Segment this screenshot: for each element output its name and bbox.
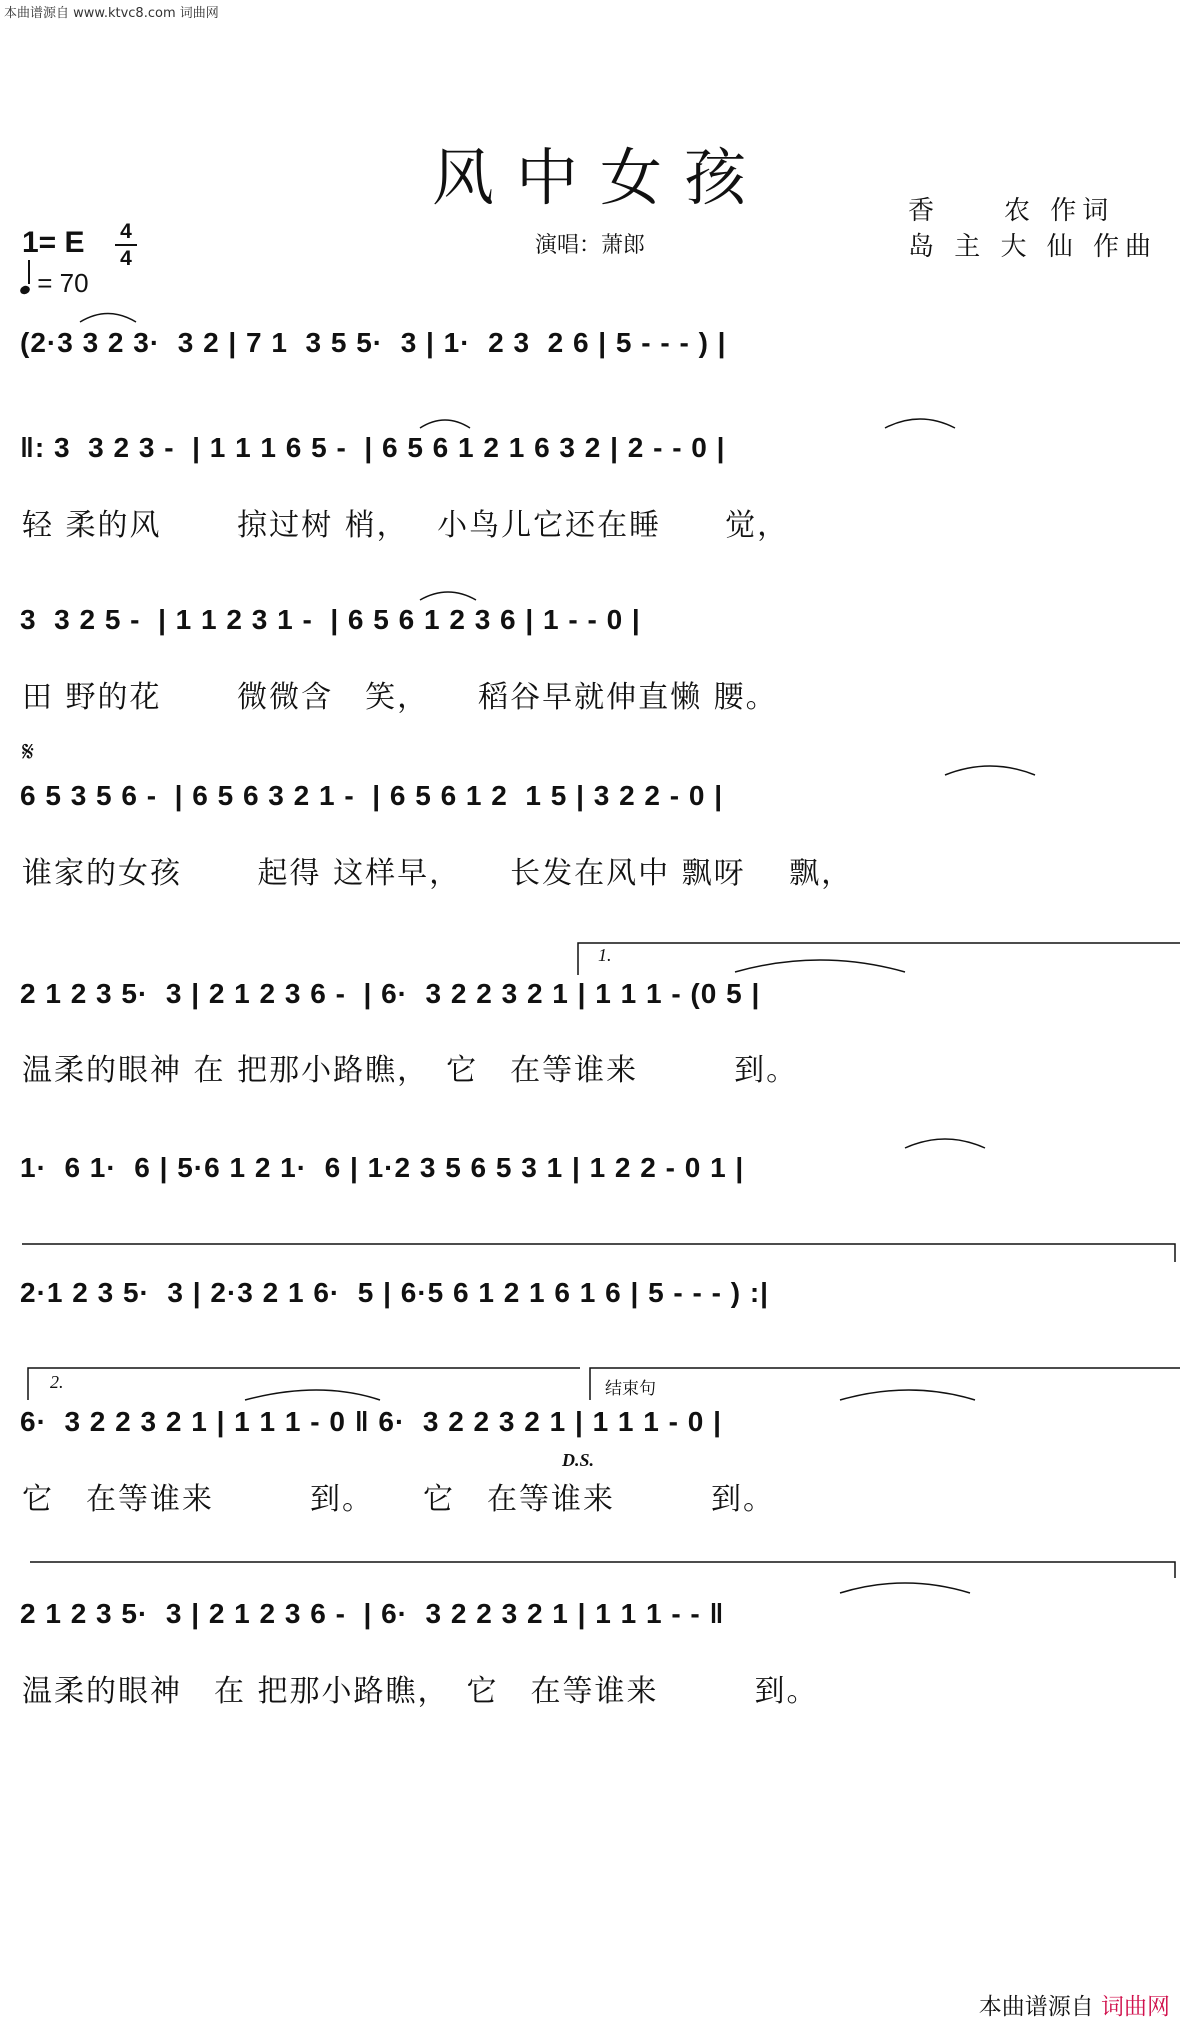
slur [840, 1390, 975, 1400]
music-line-1: (2·3 3 2 3· 3 2 | 7 1 3 5 5· 3 | 1· 2 3 2 6 | 5 - - - ) | [20, 327, 727, 358]
music-line-2: ‖: 3 3 2 3 - | 1 1 1 6 5 - | 6 5 6 1 2 1 6 3 2 | 2 - - 0 | [20, 432, 726, 463]
key-signature: 1= E [22, 226, 85, 259]
segno-icon: 𝄋 [22, 735, 35, 768]
slur [735, 960, 905, 972]
bottom-watermark [979, 1988, 1170, 2021]
slur [885, 419, 955, 428]
song-title: 风中女孩 [431, 141, 768, 214]
music-line-5: 2 1 2 3 5· 3 | 2 1 2 3 6 - | 6· 3 2 2 3 2 1 | 1 1 1 - (0 5 | [20, 978, 761, 1009]
ending-phrase-bracket [590, 1368, 1180, 1400]
bottom-watermark-site: 词曲网 [1101, 1994, 1170, 2020]
lyric-line-8: 它 在等谁来 到。 它 在等谁来 到。 [22, 1482, 775, 1517]
singer-credit: 演唱：萧郎 [535, 233, 646, 258]
repeat-bracket-line [22, 1244, 1175, 1262]
ending-phrase-label: 结束句 [605, 1379, 656, 1399]
top-watermark: 本曲谱源自 www.ktvc8.com 词曲网 [4, 6, 219, 21]
slur [420, 420, 470, 428]
slur [80, 314, 136, 323]
music-line-7: 2·1 2 3 5· 3 | 2·3 2 1 6· 5 | 6·5 6 1 2 1 6 1 6 | 5 - - - ) :| [20, 1277, 769, 1308]
ending-1-label: 1. [598, 945, 612, 965]
slur [420, 592, 476, 600]
time-sig-top: 4 [120, 220, 132, 243]
lyric-line-9: 温柔的眼神 在 把那小路瞧， 它 在等谁来 到。 [22, 1674, 819, 1709]
slur [840, 1583, 970, 1593]
lyric-line-4: 谁家的女孩 起得 这样早， 长发在风中 飘呀 飘， [22, 856, 854, 891]
music-line-3: 3 3 2 5 - | 1 1 2 3 1 - | 6 5 6 1 2 3 6 | 1 - - 0 | [20, 604, 641, 635]
ending-2-bracket [28, 1368, 580, 1400]
slur [245, 1390, 380, 1400]
lyric-line-2: 轻 柔的风 掠过树 梢， 小鸟儿它还在睡 觉， [22, 508, 790, 543]
lyric-line-5: 温柔的眼神 在 把那小路瞧， 它 在等谁来 到。 [22, 1053, 799, 1088]
final-line-bracket [30, 1562, 1175, 1578]
time-sig-bottom: 4 [120, 247, 132, 270]
music-line-4: 6 5 3 5 6 - | 6 5 6 3 2 1 - | 6 5 6 1 2 1 5 | 3 2 2 - 0 | [20, 780, 724, 811]
composer-credit: 岛 主 大 仙 作曲 [908, 232, 1158, 262]
ending-1-bracket [578, 943, 1180, 975]
slur [945, 766, 1035, 775]
music-line-8: 6· 3 2 2 3 2 1 | 1 1 1 - 0 ‖ 6· 3 2 2 3 2 1 | 1 1 1 - 0 | [20, 1406, 722, 1437]
lyricist-credit: 香 农 作词 [908, 196, 1115, 226]
music-line-6: 1· 6 1· 6 | 5·6 1 2 1· 6 | 1·2 3 5 6 5 3 1 | 1 2 2 - 0 1 | [20, 1152, 745, 1183]
lyric-line-3: 田 野的花 微微含 笑， 稻谷早就伸直懒 腰。 [22, 680, 778, 715]
dal-segno-mark: D.S. [562, 1450, 595, 1470]
bottom-watermark-source: 本曲谱源自 [978, 1994, 1094, 2020]
tempo-value: = 70 [37, 268, 89, 298]
ending-2-label: 2. [50, 1372, 64, 1392]
slur [905, 1139, 985, 1148]
music-line-9: 2 1 2 3 5· 3 | 2 1 2 3 6 - | 6· 3 2 2 3 2 1 | 1 1 1 - - ‖ [20, 1598, 725, 1629]
